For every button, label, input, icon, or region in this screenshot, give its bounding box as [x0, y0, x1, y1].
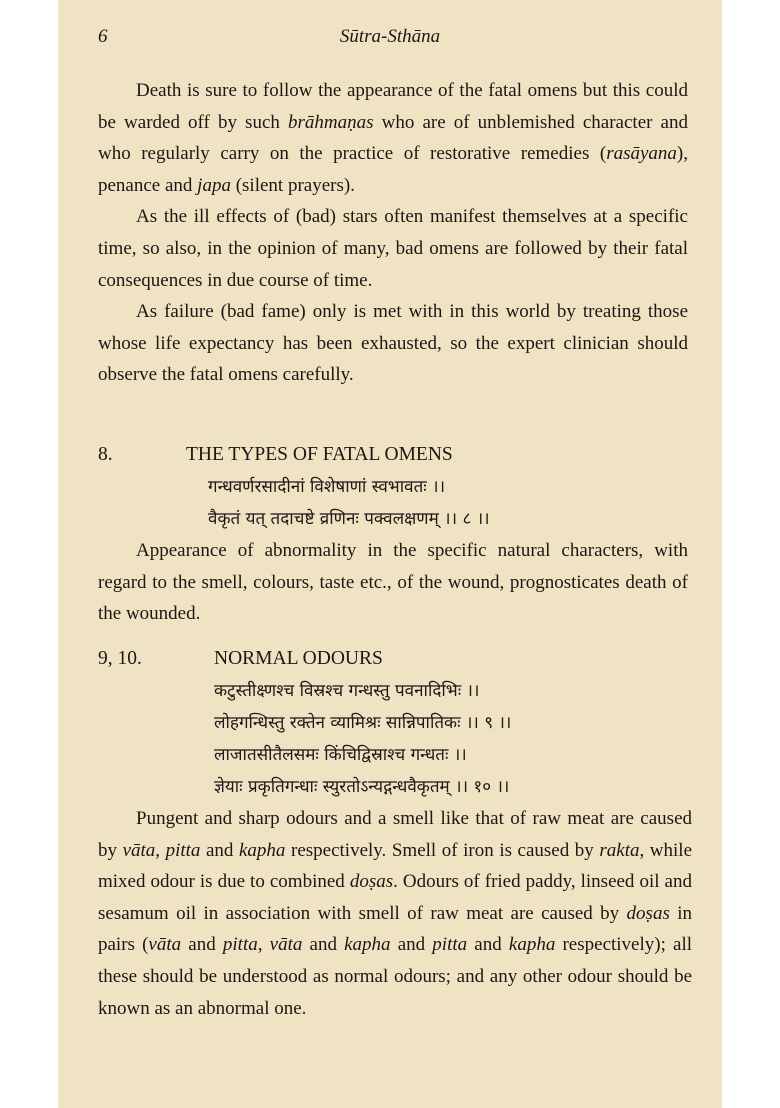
italic-term: vāta	[122, 839, 156, 861]
section-8-title: THE TYPES OF FATAL OMENS	[186, 444, 453, 465]
italic-term: kapha	[508, 934, 556, 956]
intro-paragraph-2: As the ill effects of (bad) stars often manifest themselves at a specific time, so also, in the opinion of many, bad omens are followed by their fatal consequences in due course of time.	[98, 206, 688, 291]
section-9-number: 9, 10.	[98, 648, 142, 669]
italic-term: rasāyana	[606, 143, 677, 165]
italic-term: vāta	[148, 934, 182, 956]
sanskrit-verse-line: कटुस्तीक्ष्णश्च विस्रश्च गन्धस्तु पवनादिभिः ।।	[214, 681, 480, 701]
italic-term: pitta	[165, 839, 201, 861]
italic-term: doṣas	[349, 871, 394, 893]
section-8-verses	[98, 471, 688, 535]
sanskrit-verse-line: वैकृतं यत् तदाचष्टे व्रणिनः पक्वलक्षणम् ।। ८ ।।	[208, 509, 490, 529]
italic-term: pitta	[222, 934, 258, 956]
italic-term: rakta	[599, 839, 640, 861]
section-9-10	[98, 645, 692, 1024]
italic-term: kapha	[344, 934, 391, 956]
section-8-paragraph: Appearance of abnormality in the specific natural characters, with regard to the smell, colours, taste etc., of the wound, prognosticates death of the wounded.	[98, 540, 688, 625]
sanskrit-verse-line: गन्धवर्णरसादीनां विशेषाणां स्वभावतः ।।	[208, 477, 446, 497]
book-page	[58, 0, 722, 1108]
running-title: Sūtra-Sthāna	[339, 26, 441, 47]
page-header	[58, 26, 722, 52]
sanskrit-verse-line: ज्ञेयाः प्रकृतिगन्धाः स्युरतोऽन्यद्गन्धवैकृतम् ।। १० ।।	[214, 777, 510, 797]
italic-term: kapha	[239, 839, 286, 861]
sanskrit-verse-line: लाजातसीतैलसमः किंचिद्विस्राश्च गन्धतः ।।	[214, 745, 467, 765]
section-8-number: 8.	[98, 444, 113, 465]
italic-term: doṣas	[626, 902, 670, 924]
italic-term: pitta	[432, 934, 468, 956]
section-9-heading	[98, 645, 692, 673]
italic-term: brāhmaṇas	[288, 111, 374, 133]
intro-paragraph-3: As failure (bad fame) only is met with in this world by treating those whose life expectancy has been exhausted, so the expert clinician should observe the fatal omens carefully.	[98, 301, 688, 386]
italic-term: vāta	[269, 934, 303, 956]
sanskrit-verse-line: लोहगन्धिस्तु रक्तेन व्यामिश्रः सान्निपातिकः ।। ९ ।।	[214, 713, 512, 733]
italic-term: japa	[197, 174, 231, 196]
section-8-heading	[98, 441, 688, 469]
section-8	[98, 441, 688, 630]
section-9-paragraph: Pungent and sharp odours and a smell like that of raw meat are caused by vāta, pitta and kapha respectively. Smell of iron is caused by rakta, while mixed odour is due to combined doṣas. Odours of fried paddy, linseed oil and sesamum oil in association with smell of raw meat are caused by doṣas in pairs (vāta and pitta, vāta and kapha and pitta and kapha respectively); all these should be understood as normal odours; and any other odour should be known as an abnormal one.	[98, 808, 693, 1019]
section-9-title: NORMAL ODOURS	[214, 648, 383, 669]
intro-paragraph-1: Death is sure to follow the appearance of the fatal omens but this could be warded off by such brāhmaṇas who are of unblemished character and who regularly carry on the practice of restorative remedies (rasāyana), penance and japa (silent prayers).	[98, 80, 688, 196]
page-number: 6	[98, 26, 108, 47]
intro-text	[98, 75, 688, 391]
section-9-verses	[98, 675, 692, 803]
